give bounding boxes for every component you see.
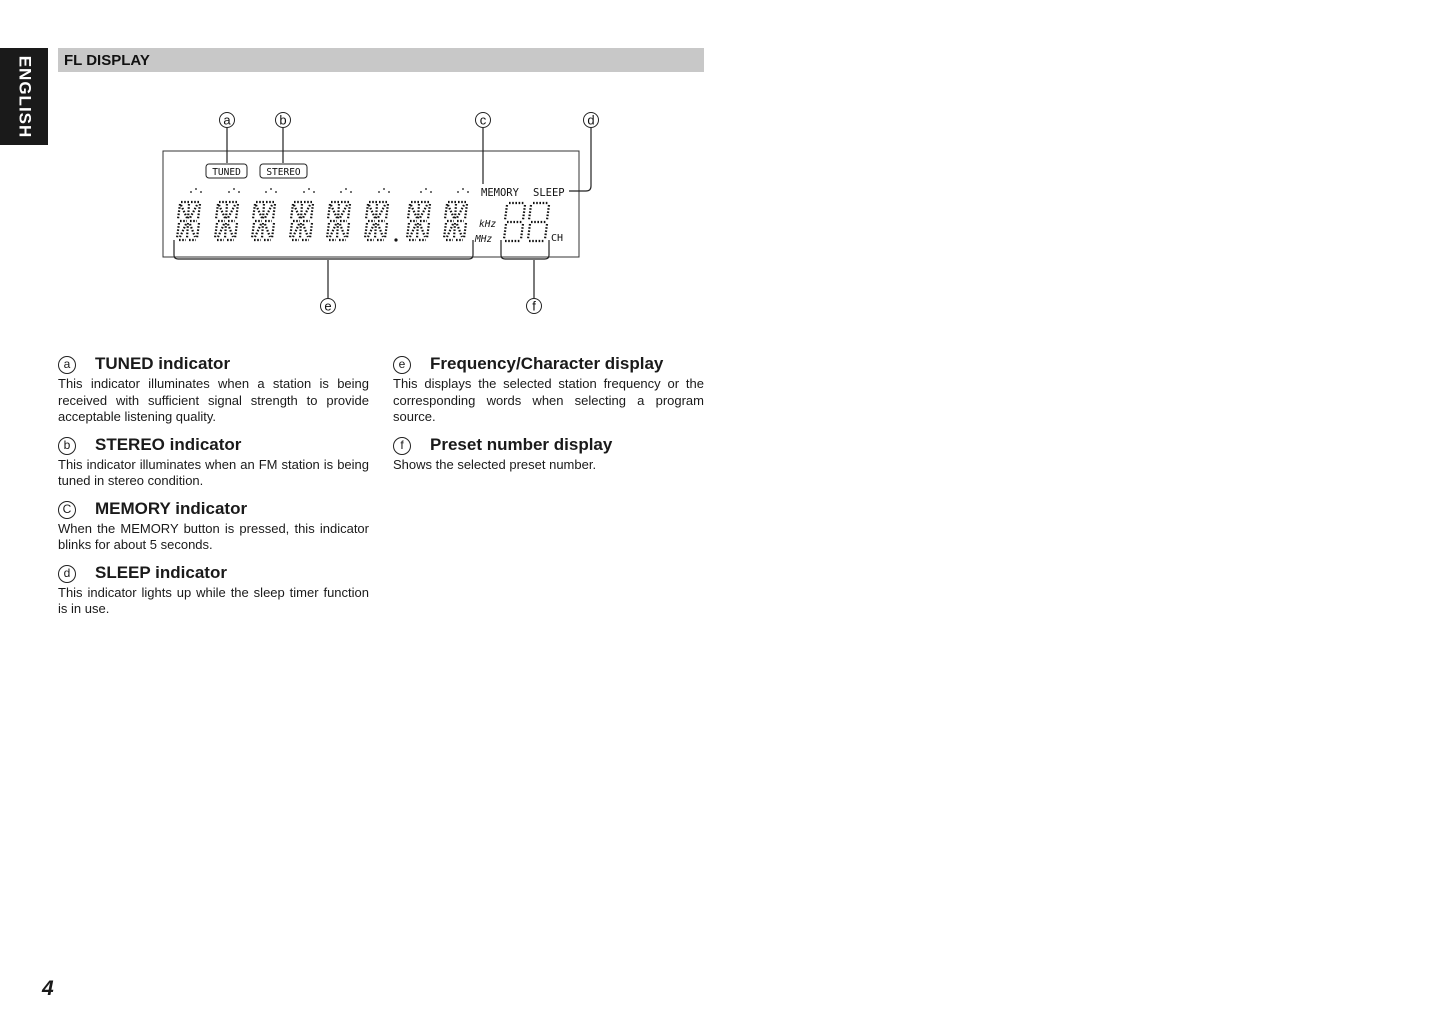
stereo-label: STEREO: [266, 167, 301, 178]
item-tuned: [58, 354, 369, 426]
item-title: STEREO indicator: [95, 434, 242, 454]
ch-label: CH: [551, 233, 564, 244]
item-title: SLEEP indicator: [95, 562, 227, 582]
mhz-label: MHz: [475, 234, 493, 245]
callout-f: f: [532, 298, 536, 314]
callout-d: d: [587, 112, 595, 128]
item-title: MEMORY indicator: [95, 498, 248, 518]
bracket-f: [501, 240, 549, 259]
memory-label: MEMORY: [481, 187, 519, 199]
item-text: This indicator illuminates when a station is being received with sufficient signal strength to provide acceptable listening quality.: [58, 376, 369, 424]
tuned-label: TUNED: [212, 167, 241, 178]
item-marker: d: [58, 565, 76, 583]
descriptions-right: [393, 354, 704, 482]
sleep-label: SLEEP: [533, 187, 565, 199]
leader-d: [569, 128, 591, 191]
item-marker: a: [58, 356, 76, 374]
section-title: FL DISPLAY: [64, 52, 150, 69]
item-title: Frequency/Character display: [430, 354, 664, 373]
callout-a: a: [223, 112, 231, 128]
item-marker: C: [58, 501, 76, 519]
fl-display-diagram: [0, 0, 720, 330]
callout-c: c: [479, 112, 487, 128]
item-text: Shows the selected preset number.: [393, 456, 597, 472]
item-marker: f: [393, 437, 411, 455]
item-stereo: [58, 435, 369, 490]
callout-e: e: [324, 298, 332, 314]
item-marker: b: [58, 437, 76, 455]
preset-number-display: [504, 203, 549, 241]
item-text: When the MEMORY button is pressed, this indicator blinks for about 5 seconds.: [58, 520, 369, 552]
item-text: This displays the selected station frequency or the corresponding words when selecting a program source.: [393, 376, 704, 424]
language-tab-label: ENGLISH: [15, 55, 34, 138]
page-number: 4: [42, 977, 54, 1000]
item-preset-number: [393, 435, 704, 474]
callout-b: b: [279, 112, 287, 128]
item-sleep: [58, 563, 369, 618]
item-text: This indicator illuminates when an FM station is being tuned in stereo condition.: [58, 456, 369, 488]
item-text: This indicator lights up while the sleep timer function is in use.: [58, 584, 369, 616]
descriptions-left: [58, 354, 369, 627]
frequency-character-display: [177, 188, 469, 241]
item-title: Preset number display: [430, 434, 613, 454]
item-title: TUNED indicator: [95, 354, 231, 373]
item-frequency-character: [393, 354, 704, 426]
item-marker: e: [393, 356, 411, 374]
khz-label: kHz: [479, 219, 497, 230]
item-memory: [58, 499, 369, 554]
bracket-e: [174, 240, 473, 259]
